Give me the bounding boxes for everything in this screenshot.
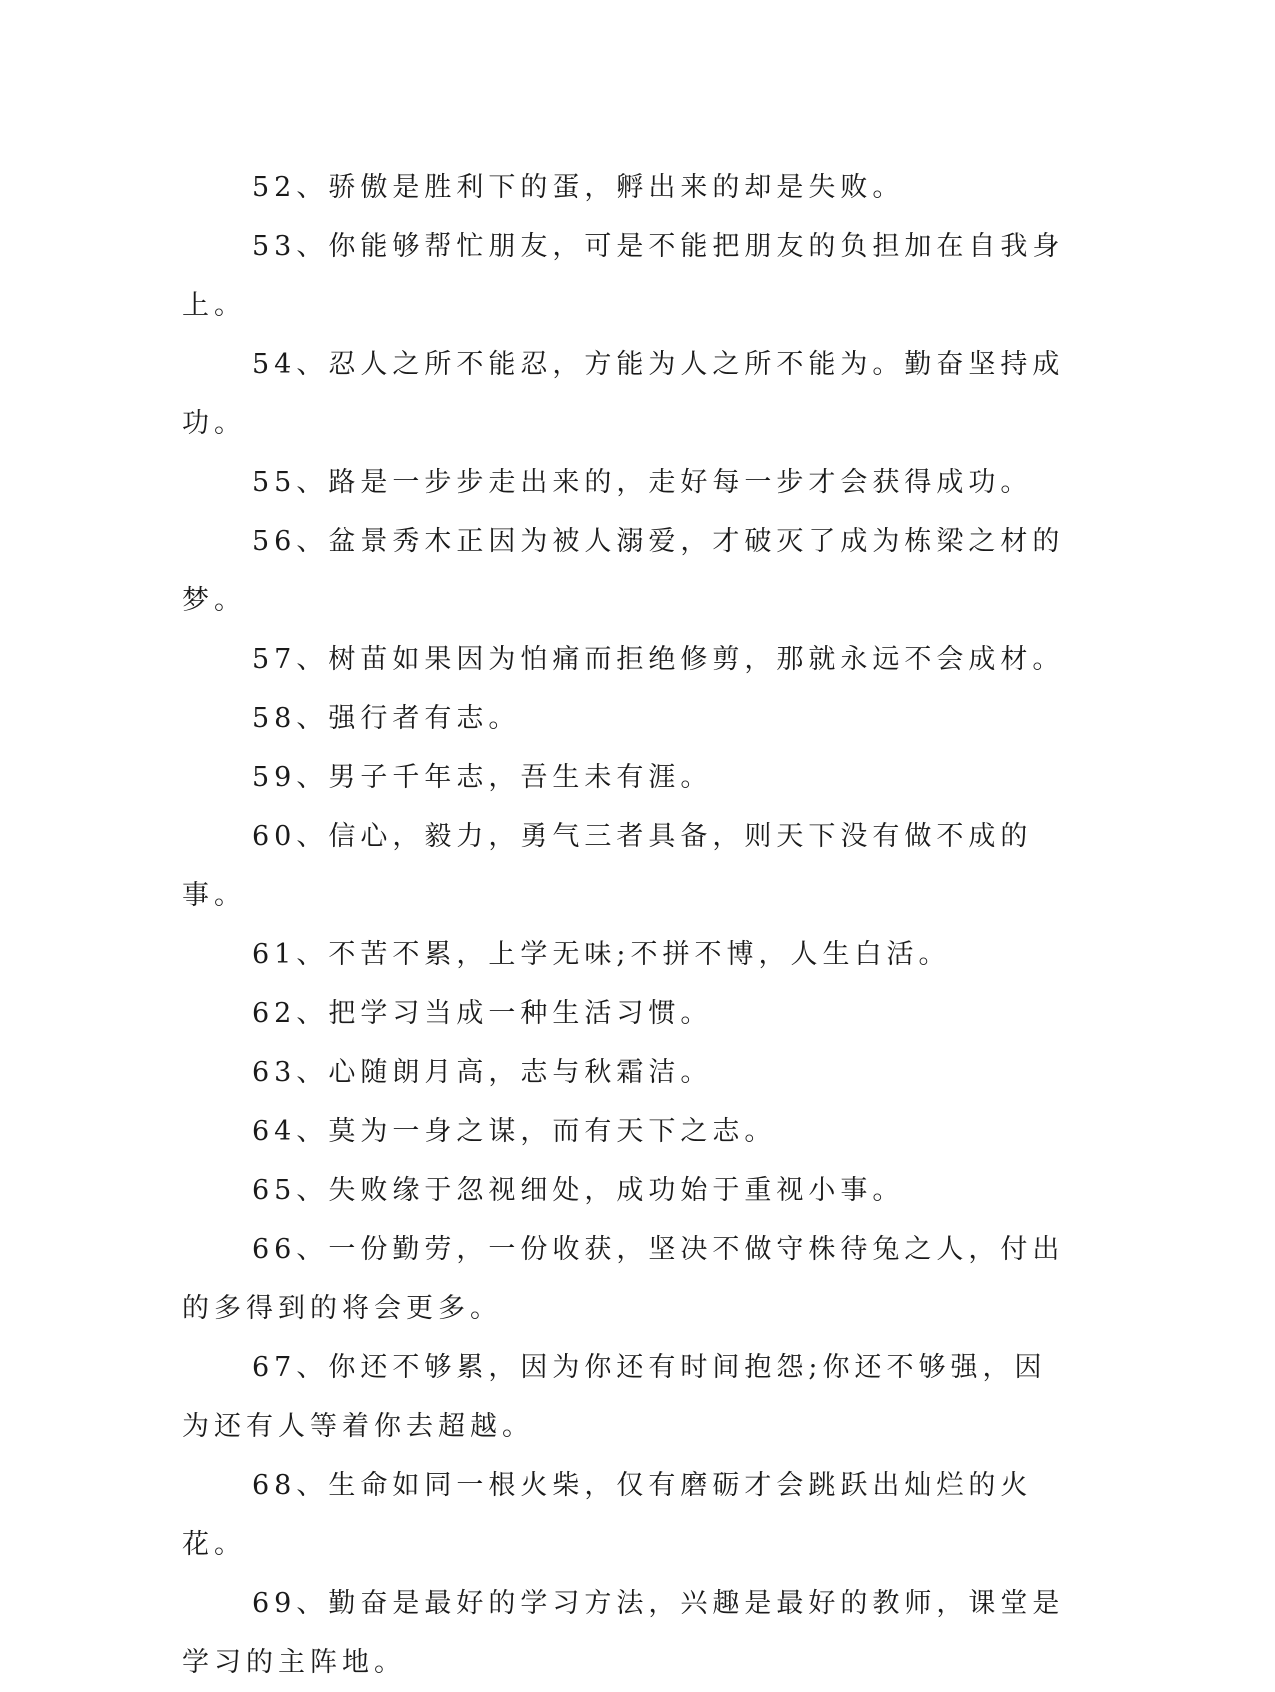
paragraph-62: 62、把学习当成一种生活习惯。 [252,998,713,1029]
paragraph-60: 60、信心，毅力，勇气三者具备，则天下没有做不成的事。 [182,821,1033,911]
paragraph-53: 53、你能够帮忙朋友，可是不能把朋友的负担加在自我身上。 [182,231,1065,321]
paragraph-56: 56、盆景秀木正因为被人溺爱，才破灭了成为栋梁之材的梦。 [182,526,1065,616]
paragraph-58: 58、强行者有志。 [252,703,521,734]
paragraph-63: 63、心随朗月高，志与秋霜洁。 [252,1057,713,1088]
paragraph-61: 61、不苦不累，上学无味;不拼不博，人生白活。 [252,939,951,970]
document-body [182,158,1070,1692]
paragraph-68: 68、生命如同一根火柴，仅有磨砺才会跳跃出灿烂的火花。 [182,1470,1033,1560]
paragraph-66: 66、一份勤劳，一份收获，坚决不做守株待兔之人，付出的多得到的将会更多。 [182,1234,1065,1324]
paragraph-52: 52、骄傲是胜利下的蛋，孵出来的却是失败。 [252,172,905,203]
paragraph-67: 67、你还不够累，因为你还有时间抱怨;你还不够强，因为还有人等着你去超越。 [182,1352,1047,1442]
paragraph-55: 55、路是一步步走出来的，走好每一步才会获得成功。 [252,467,1033,498]
paragraph-59: 59、男子千年志，吾生未有涯。 [252,762,713,793]
paragraph-54: 54、忍人之所不能忍，方能为人之所不能为。勤奋坚持成功。 [182,349,1065,439]
paragraph-57: 57、树苗如果因为怕痛而拒绝修剪，那就永远不会成材。 [252,644,1065,675]
paragraph-65: 65、失败缘于忽视细处，成功始于重视小事。 [252,1175,905,1206]
paragraph-64: 64、莫为一身之谋，而有天下之志。 [252,1116,777,1147]
paragraph-69: 69、勤奋是最好的学习方法，兴趣是最好的教师，课堂是学习的主阵地。 [182,1588,1065,1678]
